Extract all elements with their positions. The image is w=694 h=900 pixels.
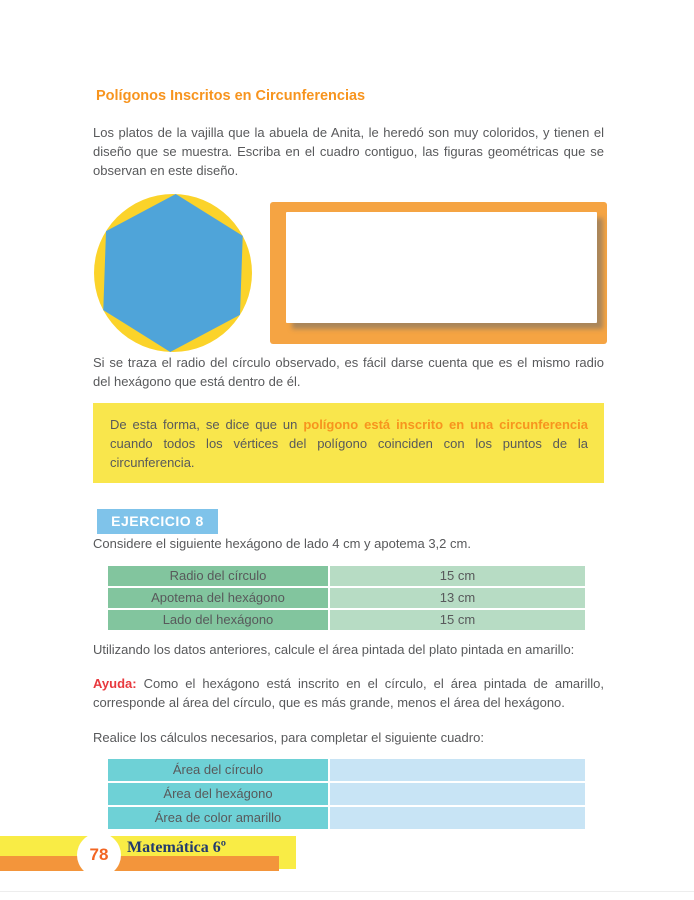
definition-text-post: cuando todos los vértices del polígono coinciden con los puntos de la circunferencia.	[110, 436, 588, 470]
intro-paragraph: Los platos de la vajilla que la abuela de Anita, le heredó son muy coloridos, y tienen el diseño que se muestra. Escriba en el cuadro contiguo, las figuras geométricas que se observan en este diseño.	[93, 125, 604, 178]
definition-callout	[93, 403, 604, 483]
footer-orange-bar	[0, 856, 279, 871]
plate-figure	[93, 193, 253, 353]
answer-table-input-cell[interactable]	[330, 783, 585, 805]
book-title: Matemática 6º	[127, 839, 227, 856]
answer-table-input-cell[interactable]	[330, 807, 585, 829]
exercise-badge: EJERCICIO 8	[97, 509, 218, 534]
data-table	[108, 566, 585, 630]
help-text: Como el hexágono está inscrito en el círculo, el área pintada de amarillo, corresponde al área del círculo, que es más grande, menos el área del hexágono.	[93, 676, 604, 710]
answer-box-frame	[270, 202, 607, 344]
answer-table	[108, 759, 585, 829]
definition-text-pre: De esta forma, se dice que un	[110, 417, 304, 432]
data-table-value: 15 cm	[330, 566, 585, 586]
answer-table-input-cell[interactable]	[330, 759, 585, 781]
page-number-badge	[77, 833, 121, 877]
radius-paragraph: Si se traza el radio del círculo observado, es fácil darse cuenta que es el mismo radio del hexágono que está dentro de él.	[93, 355, 604, 389]
data-table-value: 15 cm	[330, 610, 585, 630]
table-row	[108, 588, 585, 608]
answer-table-label: Área del hexágono	[108, 783, 328, 805]
table-row	[108, 783, 585, 805]
table-row	[108, 610, 585, 630]
definition-highlight: polígono está inscrito en una circunferencia	[303, 417, 588, 432]
answer-table-label: Área del círculo	[108, 759, 328, 781]
help-label: Ayuda:	[93, 676, 137, 691]
exercise-statement: Considere el siguiente hexágono de lado 4 cm y apotema 3,2 cm.	[93, 536, 471, 551]
data-table-value: 13 cm	[330, 588, 585, 608]
calc-prompt: Utilizando los datos anteriores, calcule el área pintada del plato pintada en amarillo:	[93, 642, 575, 657]
table-row	[108, 566, 585, 586]
figure-row	[93, 193, 604, 353]
answer-box-writing-area[interactable]	[286, 212, 597, 323]
data-table-label: Apotema del hexágono	[108, 588, 328, 608]
page-edge-line	[0, 891, 694, 892]
table-row	[108, 807, 585, 829]
answer-table-label: Área de color amarillo	[108, 807, 328, 829]
page-number: 78	[89, 845, 109, 864]
data-table-label: Radio del círculo	[108, 566, 328, 586]
data-table-label: Lado del hexágono	[108, 610, 328, 630]
page-title: Polígonos Inscritos en Circunferencias	[96, 88, 366, 104]
table-row	[108, 759, 585, 781]
fill-prompt: Realice los cálculos necesarios, para completar el siguiente cuadro:	[93, 730, 484, 745]
help-paragraph	[93, 674, 604, 712]
